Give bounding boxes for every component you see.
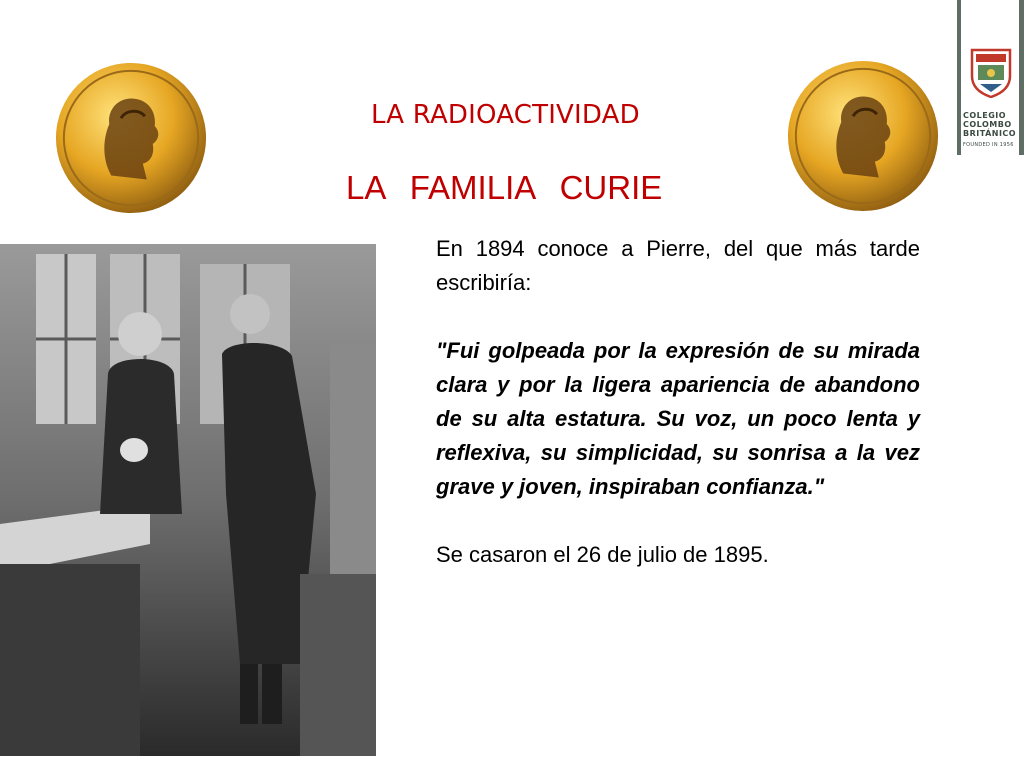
school-name-line3: BRITÁNICO [963,129,1017,138]
school-crest-icon [970,48,1012,98]
school-logo [957,0,1024,155]
school-name-line2: COLOMBO [963,120,1012,129]
logo-left-bar [957,0,961,155]
quote-paragraph: "Fui golpeada por la expresión de su mirada clara y por la ligera apariencia de abandono de su alta estatura. Su voz, un poco lenta y reflexiva, su simplicidad, su sonrisa a la vez grave y joven, inspiraban confianza." [436,338,920,499]
closing-paragraph: Se casaron el 26 de julio de 1895. [436,542,769,567]
slide-subtitle: LA FAMILIA CURIE [346,169,663,206]
school-name-line1: COLEGIO [963,111,1007,120]
intro-paragraph: En 1894 conoce a Pierre, del que más tarde escribiría: [436,236,920,295]
school-founded: FOUNDED IN 1956 [963,142,1014,148]
school-name [963,111,1021,138]
curie-lab-photo [0,244,376,756]
nobel-medal-left [52,59,210,217]
slide-body [436,232,920,572]
nobel-medal-right [784,57,942,215]
slide-title: LA RADIOACTIVIDAD [371,100,640,130]
